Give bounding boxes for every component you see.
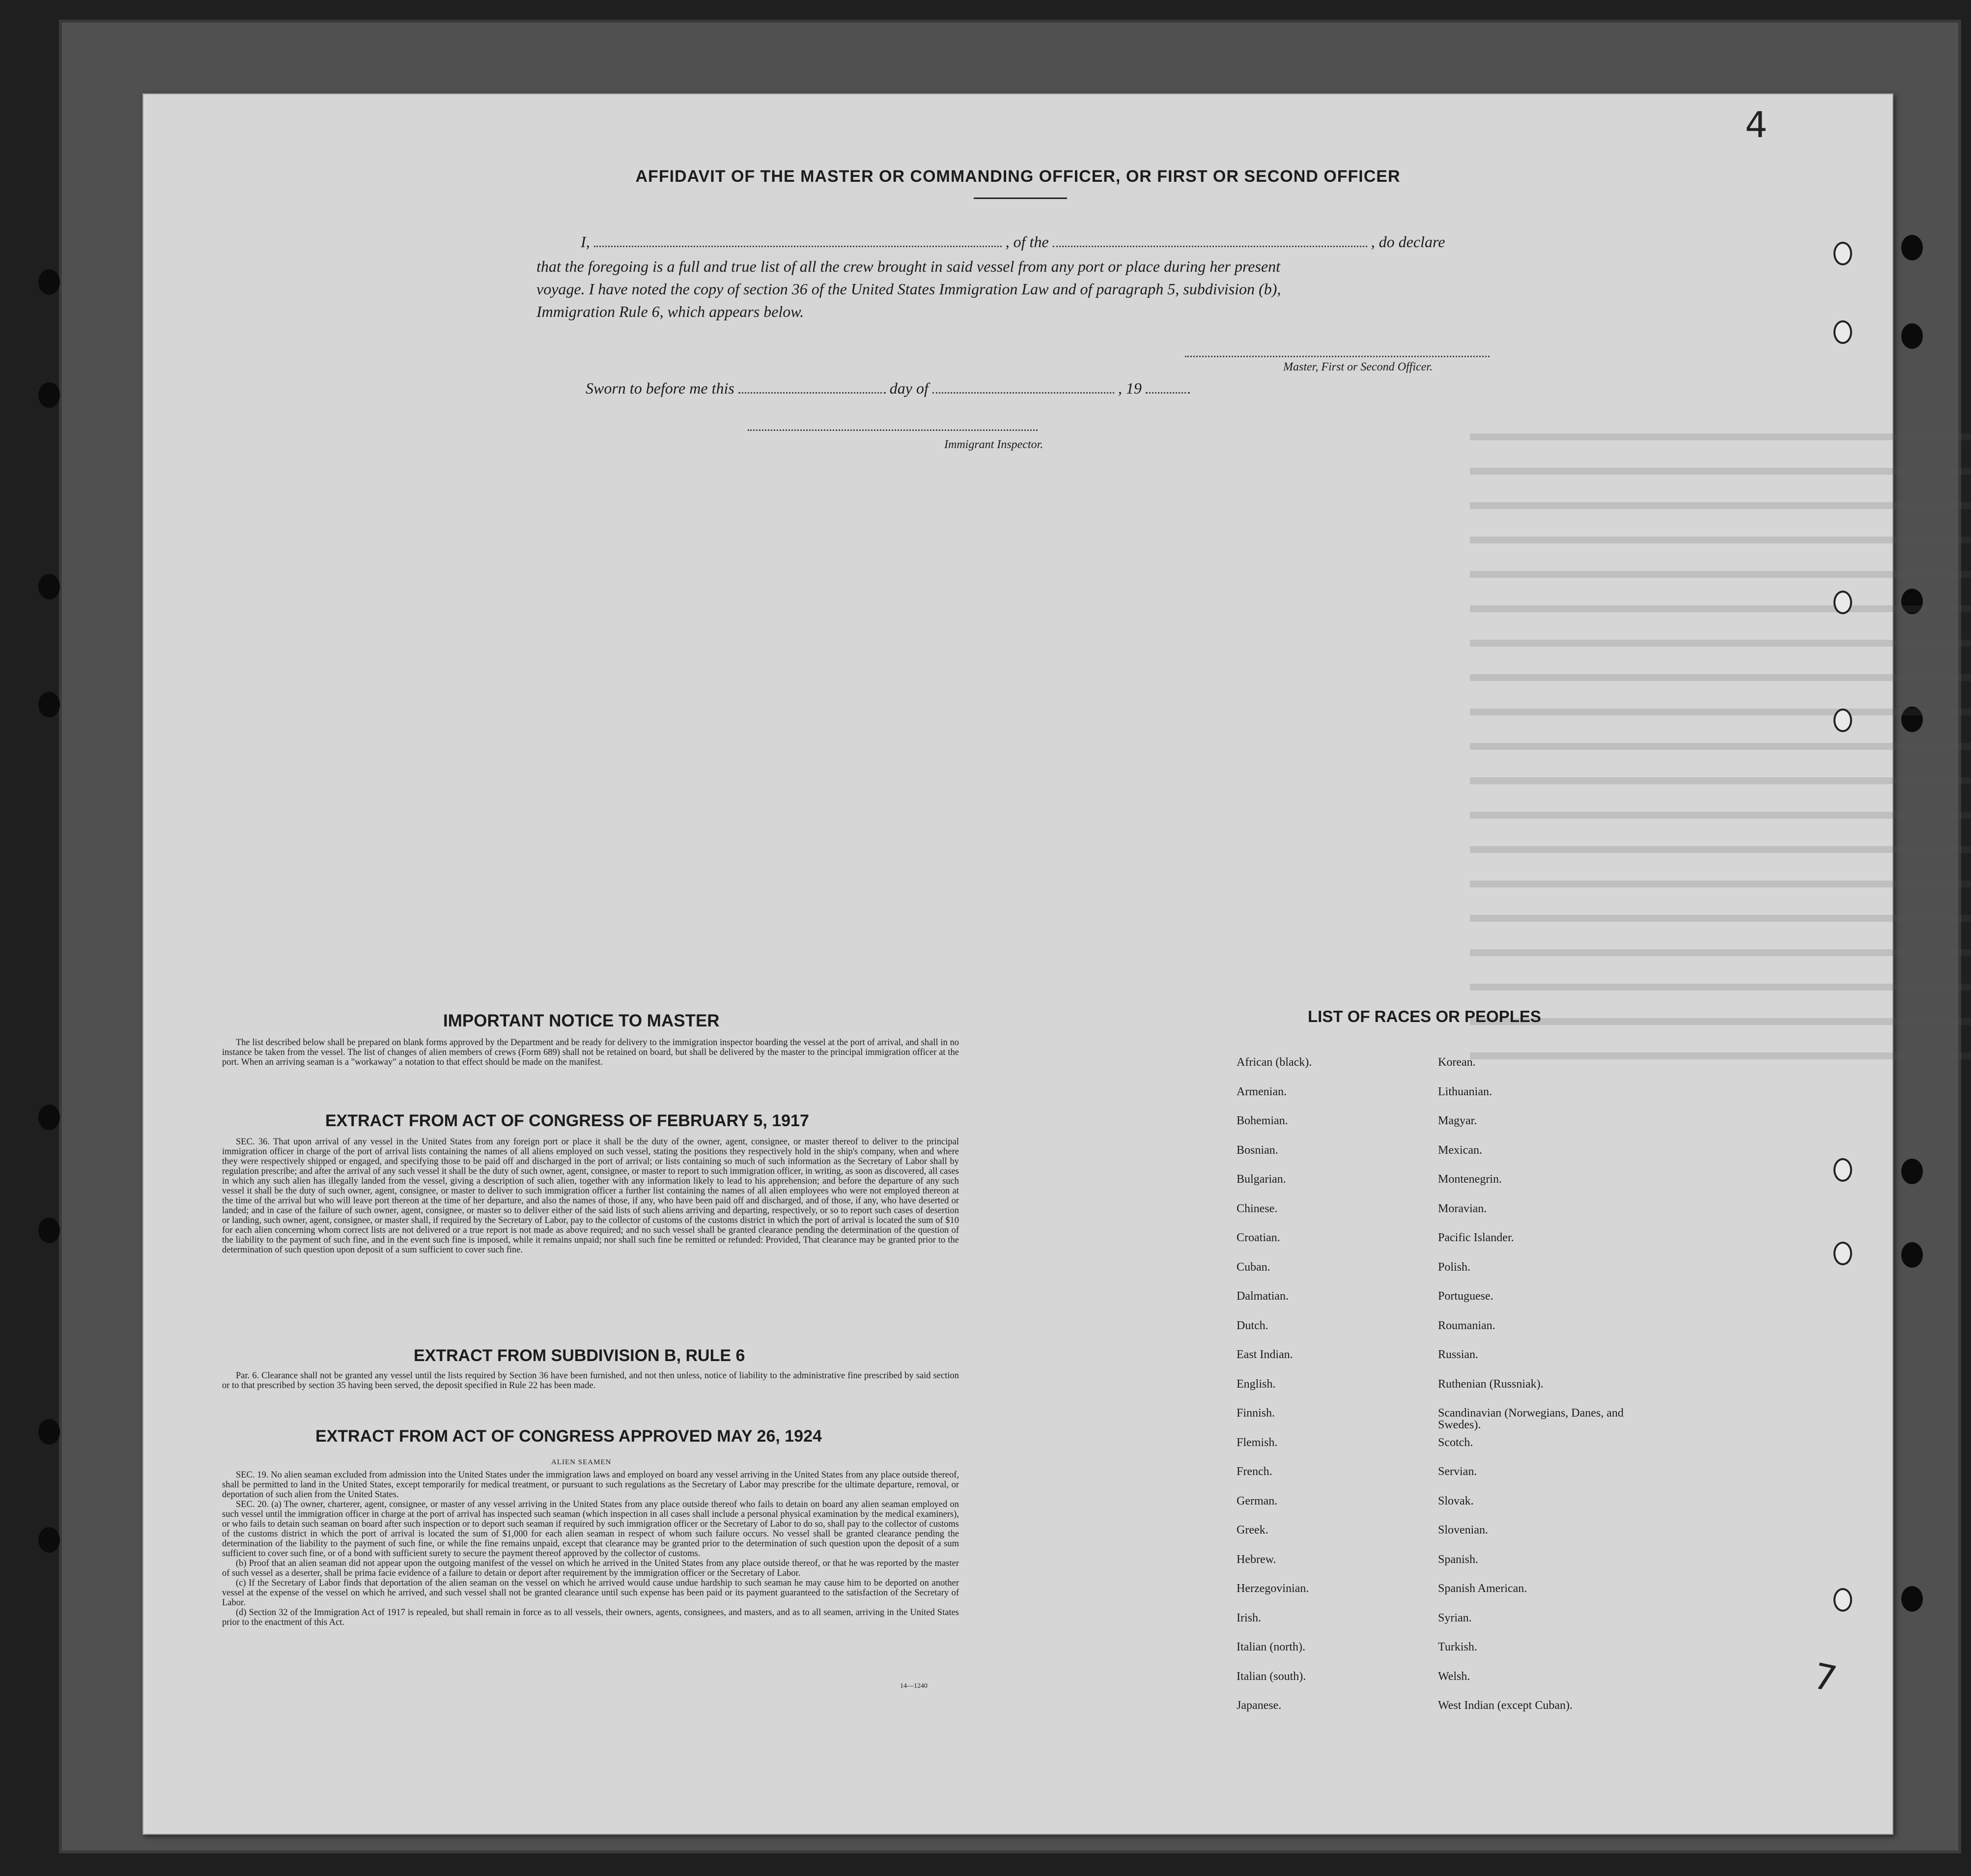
races-left-column [1237,1056,1423,1729]
section-20b-paragraph: (b) Proof that an alien seaman did not appear upon the outgoing manifest of the vessel on which he arrived in the United States from any place outside thereof, or that he was reported by the master of such vessel as a deserter, shall be prima facie evidence of a failure to detain or deport after requirement by the immigration officer or the Secretary of Labor. [222,1559,959,1578]
race-item: Moravian. [1438,1202,1487,1215]
race-item: Chinese. [1237,1202,1278,1215]
race-item: Servian. [1438,1465,1477,1478]
race-item: Lithuanian. [1438,1085,1492,1098]
bleed-through-row [1470,468,1971,475]
bleed-through-row [1470,881,1971,887]
race-item: Welsh. [1438,1670,1470,1683]
affidavit-page [142,93,1893,1835]
rule-6-title: EXTRACT FROM SUBDIVISION B, RULE 6 [414,1346,745,1365]
race-item: Cuban. [1237,1260,1270,1274]
handwritten-check-mark: 7 [1809,1655,1841,1700]
race-item: Magyar. [1438,1114,1477,1127]
notice-text [222,1038,959,1067]
bleed-through-row [1470,984,1971,991]
section-20d-paragraph: (d) Section 32 of the Immigration Act of 1917 is repealed, but shall remain in force as to all vessels, their owners, agents, consignees, and masters, and as to all seamen, arriving in the United States prior to the enactment of this Act. [222,1608,959,1627]
bleed-through-row [1470,743,1971,750]
binder-hole [38,1218,60,1243]
race-item: Greek. [1237,1524,1268,1536]
race-item: Dalmatian. [1237,1290,1289,1303]
sworn-prefix-label: Sworn to before me this [586,379,734,397]
bleed-through-row [1470,537,1971,543]
bleed-through-row [1470,949,1971,956]
bleed-through-row [1470,777,1971,784]
race-item: Bosnian. [1237,1143,1278,1157]
year-label: , 19 [1118,379,1142,397]
section-19-paragraph: SEC. 19. No alien seaman excluded from admission into the United States under the immigration laws and employed on board any vessel arriving in the United States from any place outside thereof, shall be permitted to land in the United States, except temporarily for medical treatment, or pursuant to such regulations as the Secretary of Labor may prescribe for the ultimate departure, removal, or deportation of such alien from the United States. [222,1470,959,1500]
race-item: Slovak. [1438,1494,1474,1507]
binder-hole [38,692,60,717]
races-title: LIST OF RACES OR PEOPLES [1308,1007,1541,1025]
race-item: Bulgarian. [1237,1173,1286,1186]
race-item: Flemish. [1237,1436,1278,1449]
race-item: Croatian. [1237,1231,1280,1244]
binder-hole [1901,1159,1923,1184]
notice-paragraph: The list described below shall be prepared on blank forms approved by the Department and be ready for delivery to the immigration inspector boarding the vessel at the port of arrival, and shall in no instance be taken from the vessel. The list of changes of alien members of crews (Form 689) shall not be retained on board, but shall be delivered by the master to the principal immigration officer at the port. When an arriving seaman is a "workaway" a notation to that effect should be made on the manifest. [222,1038,959,1067]
punch-hole [1833,709,1852,732]
punch-hole [1833,1242,1852,1265]
bleed-through-row [1470,640,1971,647]
binder-hole [38,269,60,295]
race-item: Dutch. [1237,1319,1268,1332]
race-item: Herzegovinian. [1237,1582,1309,1595]
sworn-year-field[interactable] [1146,392,1190,394]
punch-hole [1833,320,1852,344]
race-item: Portuguese. [1438,1290,1493,1303]
section-20c-paragraph: (c) If the Secretary of Labor finds that deportation of the alien seaman on the vessel on which he arrived would cause undue hardship to such seaman he may cause him to be deported on another vessel at the expense of the vessel on which he arrived, and such vessel shall not be granted clearance until such expense has been paid or its payment guaranteed to the satisfaction of the Secretary of Labor. [222,1578,959,1608]
bleed-through-row [1470,502,1971,509]
races-right-column [1438,1056,1644,1729]
bleed-through-row [1470,674,1971,681]
of-the-label: , of the [1005,233,1049,251]
form-number: 14—1240 [900,1682,928,1690]
race-item: Italian (north). [1237,1641,1305,1653]
master-signature-line[interactable] [1185,356,1490,357]
rule-6-paragraph: Par. 6. Clearance shall not be granted any vessel until the lists required by Section 36 have been furnished, and not then unless, notice of liability to the administrative fine prescribed by said section or to that prescribed by section 35 having been served, the deposit specified in Rule 22 has been made. [222,1371,959,1391]
binder-hole [1901,1586,1923,1612]
race-item: Russian. [1438,1348,1479,1361]
affidavit-title: AFFIDAVIT OF THE MASTER OR COMMANDING OFFICER, OR FIRST OR SECOND OFFICER [635,167,1401,186]
declaration-text-line: voyage. I have noted the copy of section 36 of the United States Immigration Law and of paragraph 5, subdivision (b), [536,280,1281,298]
declaration-line [581,233,1445,251]
race-item: Polish. [1438,1260,1471,1274]
race-item: Scotch. [1438,1436,1473,1449]
race-item: Irish. [1237,1611,1261,1624]
binder-hole [38,1105,60,1130]
master-signature-label: Master, First or Second Officer. [1283,361,1433,373]
race-item: Finnish. [1237,1407,1275,1420]
punch-hole [1833,1588,1852,1612]
rule-6-text [222,1371,959,1391]
sworn-month-field[interactable] [932,392,1114,394]
binder-hole [38,574,60,599]
bleed-through-row [1470,605,1971,612]
sworn-line [586,379,1190,398]
bleed-through-row [1470,433,1971,440]
race-item: Hebrew. [1237,1553,1276,1566]
race-item: Mexican. [1438,1143,1482,1157]
vessel-name-field[interactable] [1053,245,1367,247]
bleed-through-row [1470,846,1971,853]
binder-hole [38,1419,60,1445]
do-declare-label: , do declare [1371,233,1445,251]
race-item: Japanese. [1237,1699,1282,1712]
race-item: English. [1237,1377,1276,1391]
race-item: African (black). [1237,1056,1312,1069]
act-1917-title: EXTRACT FROM ACT OF CONGRESS OF FEBRUARY 5, 1917 [325,1111,809,1130]
inspector-signature-label: Immigrant Inspector. [944,438,1043,451]
race-item: Scandinavian (Norwegians, Danes, and Swedes). [1438,1407,1624,1431]
section-20a-paragraph: SEC. 20. (a) The owner, charterer, agent, consignee, or master of any vessel arriving in the United States from any place outside thereof who fails to detain on board any alien seaman employed on such vessel until the immigration officer in charge at the port of arrival has inspected such seaman (which inspection in all cases shall include a personal physical examination by the medical examiners), or who fails to detain such seaman on board after such inspection or to deport such seaman if required by such immigration officer or the Secretary of Labor to do so, shall pay to the collector of customs of the customs district in which the port of arrival is located the sum of $1,000 for each alien seaman in respect of whom such failure occurs. No vessel shall be granted clearance pending the determination of the liability to the payment of such fine, or while the fine remains unpaid, except that clearance may be granted prior to the determination of such question upon the deposit of a sum sufficient to cover such fine, or of a bond with sufficient surety to secure the payment thereof approved by the collector of customs. [222,1500,959,1559]
punch-hole [1833,591,1852,614]
inspector-signature-line[interactable] [748,429,1038,431]
bleed-through-row [1470,571,1971,578]
race-item: German. [1237,1494,1278,1507]
declaration-text-line: that the foregoing is a full and true list of all the crew brought in said vessel from any port or place during her present [536,257,1280,275]
race-item: Spanish American. [1438,1582,1527,1595]
race-item: Spanish. [1438,1553,1479,1566]
bleed-through-row [1470,1018,1971,1025]
binder-hole [38,1527,60,1553]
race-item: Bohemian. [1237,1114,1288,1127]
declarant-i-label: I, [581,233,590,251]
race-item: Syrian. [1438,1611,1472,1624]
race-item: Roumanian. [1438,1319,1495,1332]
race-item: East Indian. [1237,1348,1293,1361]
day-of-label: day of [889,379,929,397]
declaration-text-line: Immigration Rule 6, which appears below. [536,303,804,320]
title-underline [974,198,1067,199]
race-item: Italian (south). [1237,1670,1306,1683]
race-item: West Indian (except Cuban). [1438,1699,1573,1712]
act-1917-text [222,1137,959,1255]
race-item: Korean. [1438,1056,1476,1069]
binder-hole [1901,1242,1923,1268]
act-1917-paragraph: SEC. 36. That upon arrival of any vessel in the United States from any foreign port or place it shall be the duty of the owner, agent, consignee, or master thereof to deliver to the principal immigration officer in charge of the port of arrival lists containing the names of all aliens employed on such vessel, stating the positions they respectively hold in the ship's company, when and where they were respectively shipped or engaged, and specifying those to be paid off and discharged in the port of arrival; or lists containing so much of such information as the Secretary of Labor shall by regulation prescribe; and after the arrival of any such vessel it shall be the duty of such owner, agent, consignee, or master to report to such immigration officer, in writing, as soon as discovered, all cases in which any such alien has illegally landed from the vessel, giving a description of such alien, together with any information likely to lead to his apprehension; and before the departure of any such vessel it shall be the duty of such owner, agent, consignee, or master to deliver to such immigration officer a further list containing the names of all alien employees who were not employed thereon at the time of the arrival but who will leave port thereon at the time of her departure, and also the names of those, if any, who have been paid off and discharged, and of those, if any, who have deserted or landed; and in case of the failure of such owner, agent, consignee, or master so to deliver either of the said lists of such aliens arriving and departing, respectively, or so to report such cases of desertion or landing, such owner, agent, consignee, or master shall, if required by the Secretary of Labor, pay to the collector of customs of the customs district in which the port of arrival is located the sum of $10 for each alien concerning whom correct lists are not delivered or a true report is not made as above required; and no such vessel shall be granted clearance pending the determination of the question of the liability to the payment of such fine, and in the event such fine is imposed, while it remains unpaid; nor shall such fine be remitted or refunded: Provided, That clearance may be granted prior to the determination of such question upon deposit of a sum sufficient to cover such fine. [222,1137,959,1255]
sworn-day-field[interactable] [738,392,886,394]
race-item: Montenegrin. [1438,1173,1502,1186]
binder-hole [38,382,60,408]
act-1924-title: EXTRACT FROM ACT OF CONGRESS APPROVED MAY 26, 1924 [315,1427,822,1446]
bleed-through-row [1470,812,1971,819]
punch-hole [1833,242,1852,265]
bleed-through-row [1470,709,1971,715]
notice-title: IMPORTANT NOTICE TO MASTER [443,1011,720,1030]
race-item: Turkish. [1438,1641,1477,1653]
act-1924-text [222,1470,959,1627]
handwritten-page-number: 4 [1745,104,1768,145]
race-item: Pacific Islander. [1438,1231,1514,1244]
binder-hole [1901,323,1923,349]
race-item: French. [1237,1465,1272,1478]
punch-hole [1833,1158,1852,1182]
alien-seamen-subtitle: ALIEN SEAMEN [551,1458,612,1466]
race-item: Armenian. [1237,1085,1287,1098]
bleed-through-row [1470,915,1971,922]
race-item: Ruthenian (Russniak). [1438,1377,1544,1391]
declarant-name-field[interactable] [594,245,1002,247]
binder-hole [1901,235,1923,260]
race-item: Slovenian. [1438,1524,1488,1536]
